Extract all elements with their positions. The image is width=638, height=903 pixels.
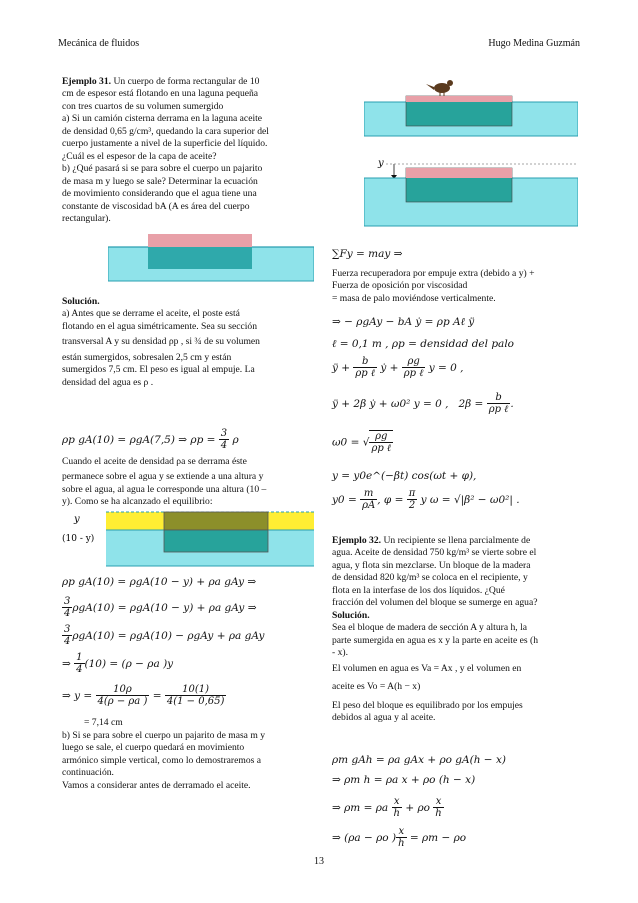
solution-title: Solución. <box>62 296 100 307</box>
figure-bird-on-block <box>364 78 578 228</box>
partb-line: continuación. <box>62 767 114 779</box>
force-line: Fuerza de oposición por viscosidad <box>332 280 468 292</box>
header-left: Mecánica de fluidos <box>58 38 140 49</box>
header-right: Hugo Medina Guzmán <box>488 38 580 49</box>
equation-5: ⇒ $\frac{1}{4}$ (10) = (ρ − ρa )y <box>62 652 174 675</box>
ex31-line: de masa m y luego se sale? Determinar la ecuación <box>62 175 258 187</box>
ex31-line: con tres cuartos de su volumen sumergido <box>62 100 224 112</box>
ex31-line: cm de espesor está flotando en una laguna pequeña <box>62 88 259 100</box>
volume-line: aceite es Vo = A(h − x) <box>332 681 421 693</box>
part-b-text <box>62 730 308 792</box>
equation-c: ℓ = 0,1 m , ρp = densidad del palo <box>332 338 514 350</box>
ex32-line: Un recipiente se llena parcialmente de <box>383 535 531 546</box>
bird-icon <box>426 80 453 96</box>
ex31-line: de movimiento considerando que el agua tiene una <box>62 188 257 200</box>
ex32-line: fracción del volumen del bloque se sumerge en agua? <box>332 597 538 609</box>
ex32-line: flota en la interfase de los dos líquidos. ¿Qué <box>332 584 505 596</box>
block-submerged <box>148 247 252 269</box>
ex31-line: de densidad 0,65 g/cm³, quedando la cara superior del <box>62 125 269 137</box>
equation-2: ρp gA(10) = ρgA(10 − y) + ρa gAy ⇒ <box>62 576 257 588</box>
equation-l: ⇒ (ρa − ρo ) $\frac{x}{h}$ = ρm − ρo <box>332 826 467 849</box>
ex31-line: ¿Cuál es el espesor de la capa de aceite? <box>62 150 217 162</box>
label-y: y <box>74 514 80 525</box>
force-line: = masa de palo moviéndose verticalmente. <box>332 292 496 304</box>
ex32-line: de densidad 820 kg/m³ se coloca en el recipiente, y <box>332 572 528 584</box>
ex31-line: a) Si un camión cisterna derrama en la laguna aceite <box>62 113 263 125</box>
sol-line: a) Antes que se derrame el aceite, el poste está <box>62 308 240 320</box>
equation-i: ρm gAh = ρa gAx + ρo gA(h − x) <box>332 754 506 766</box>
equation-a: ∑Fy = may ⇒ <box>332 248 403 260</box>
equation-6: ⇒ y = $\frac{10\rho}{4(\rho - \rho a )}$ = $\frac{10(1)}{4(1 - 0,65)}$ <box>62 684 225 707</box>
block-in-water <box>164 530 268 552</box>
peso-line: debidos al agua y al aceite. <box>332 712 436 724</box>
ex31-line: constante de viscosidad bA (A es área del cuerpo <box>62 200 250 212</box>
partb-line: b) Si se para sobre el cuerpo un pajarito de masa m y <box>62 730 266 741</box>
volume-line: El volumen en agua es Va = Ax , y el volumen en <box>332 662 522 674</box>
left-solution <box>62 296 308 389</box>
equation-e: ÿ + 2β ẏ + ω0² y = 0 , 2β = $\frac{b}{\text{ρp ℓ}}$ . <box>332 392 514 415</box>
equation-h: y0 = $\frac{m}{\rho A}$ , φ = $\frac{\pi}{2}$ y ω = √|β² − ω0²| . <box>332 488 520 511</box>
oil-line: sobre el agua, al agua le corresponde una altura (10 – <box>62 483 267 495</box>
figure-oil-layer <box>62 508 314 568</box>
example-32-statement <box>332 535 592 725</box>
equation-j: ⇒ ρm h = ρa x + ρo (h − x) <box>332 774 476 786</box>
ex31-line: Un cuerpo de forma rectangular de 10 <box>113 76 260 87</box>
result-y: = 7,14 cm <box>84 717 123 728</box>
equation-k: ⇒ ρm = ρa $\frac{x}{h}$ + ρo $\frac{x}{h}$ <box>332 796 442 819</box>
sol32-line: parte sumergida en agua es x y la parte en aceite es (h <box>332 634 538 646</box>
equation-b: ⇒ − ρgAy − bA ẏ = ρp Aℓ ÿ <box>332 316 475 328</box>
label-y-right: y <box>378 158 384 169</box>
ex31-line: rectangular). <box>62 213 111 225</box>
ex32-line: agua, y flota sin mezclarse. Un bloque de la madera <box>332 559 531 571</box>
equation-f: ω0 = √ $\frac{\rho g}{\text{ρp ℓ}}$ <box>332 431 392 454</box>
left-column <box>62 76 308 226</box>
page-number: 13 <box>314 856 324 867</box>
sol-line: flotando en el agua simétricamente. Sea su sección <box>62 320 257 332</box>
partb-line: armónico simple vertical, como lo demostraremos a <box>62 754 262 766</box>
force-text <box>332 268 592 305</box>
ex31-line: b) ¿Qué pasará si se para sobre el cuerpo un pajarito <box>62 163 263 175</box>
force-line: Fuerza recuperadora por empuje extra (debido a y) + <box>332 268 535 279</box>
oil-line: permanece sobre el agua y se extiende a una altura y <box>62 471 264 483</box>
partb-line: Vamos a considerar antes de derramado el aceite. <box>62 779 251 791</box>
solution-32-title: Solución. <box>332 609 370 621</box>
example-31-title: Ejemplo 31. <box>62 76 112 87</box>
block-above-water <box>148 234 252 247</box>
equation-3: $\frac{3}{4}$ ρgA(10) = ρgA(10 − y) + ρa gAy ⇒ <box>64 596 257 619</box>
label-ten-minus-y: (10 - y) <box>62 534 95 544</box>
sol32-line: Sea el bloque de madera de sección A y altura h, la <box>332 622 527 634</box>
peso-line: El peso del bloque es equilibrado por los empujes <box>332 699 523 711</box>
example-31-statement <box>62 76 308 226</box>
equation-1: ρp gA(10) = ρgA(7,5) ⇒ ρp = $\frac{3}{4}$ ρ <box>62 428 239 451</box>
equation-d: ÿ + $\frac{b}{\text{ρp ℓ}}$ ẏ + $\frac{\rho g}{\text{ρp ℓ}}$ y = 0 , <box>332 356 464 379</box>
oil-text <box>62 456 308 509</box>
ex31-line: cuerpo justamente a nivel de la superficie del líquido. <box>62 138 268 150</box>
example-32-title: Ejemplo 32. <box>332 535 382 546</box>
partb-line: luego se sale, el cuerpo quedará en movimiento <box>62 742 245 754</box>
oil-line: Cuando el aceite de densidad ρa se derrama éste <box>62 456 247 467</box>
oil-line: y). Como se ha alcanzado el equilibrio: <box>62 496 213 508</box>
block-top-dry <box>406 96 512 102</box>
sol-line: transversal A y su densidad ρp , si ¾ de su volumen <box>62 336 260 348</box>
equation-g: y = y0e^(−βt) cos(ωt + φ), <box>332 470 477 482</box>
ex32-line: agua. Aceite de densidad 750 kg/m³ se vierte sobre el <box>332 547 537 559</box>
sol-line: densidad del agua es ρ . <box>62 376 154 388</box>
sol32-line: - x). <box>332 647 348 659</box>
block-in-oil <box>164 512 268 530</box>
sol-line: sumergidos 7,5 cm. El peso es igual al empuje. La <box>62 364 255 376</box>
block-bottom-dry <box>406 168 512 178</box>
equation-4: $\frac{3}{4}$ ρgA(10) = ρgA(10) − ρgAy + ρa gAy <box>64 624 265 647</box>
figure-floating-block <box>108 230 314 282</box>
sol-line: están sumergidos, sobresalen 2,5 cm y están <box>62 351 232 363</box>
